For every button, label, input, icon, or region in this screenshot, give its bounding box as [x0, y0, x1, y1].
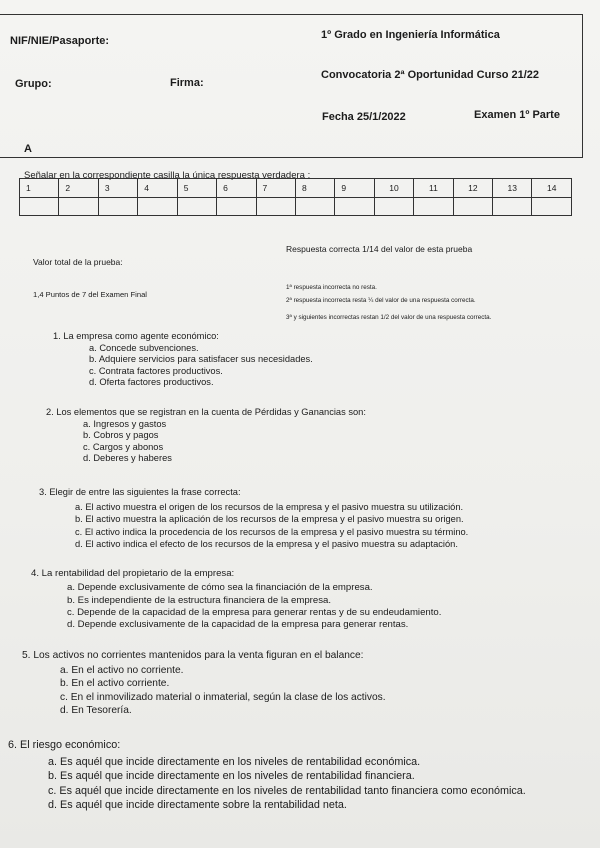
option-d[interactable]: d. Deberes y haberes: [83, 453, 172, 463]
question-stem: 4. La rentabilidad del propietario de la empresa:: [31, 568, 235, 579]
question-5: [22, 649, 386, 717]
nif-label: NIF/NIE/Pasaporte:: [10, 35, 110, 47]
option-a[interactable]: a. Es aquél que incide directamente en los niveles de rentabilidad económica.: [48, 755, 421, 768]
answer-number: 3: [98, 179, 137, 198]
answer-cell[interactable]: [335, 198, 374, 216]
option-c[interactable]: c. Contrata factores productivos.: [89, 365, 223, 376]
answer-grid: [19, 178, 572, 216]
answer-cell[interactable]: [98, 198, 137, 216]
question-stem: 1. La empresa como agente económico:: [53, 331, 219, 341]
answer-number: 9: [335, 179, 374, 198]
answer-number: 8: [295, 179, 334, 198]
answer-number: 13: [493, 179, 532, 198]
option-a[interactable]: a. En el activo no corriente.: [60, 665, 184, 677]
call-label: Convocatoria 2ª Oportunidad Curso 21/22: [321, 69, 540, 81]
penalty-rule-2: 2ª respuesta incorrecta resta ¼ del valor de una respuesta correcta.: [286, 297, 476, 304]
question-6: [8, 738, 526, 813]
option-c[interactable]: c. El activo indica la procedencia de los recursos de la empresa y el pasivo muestra su término.: [75, 526, 469, 537]
question-stem: 5. Los activos no corrientes mantenidos para la venta figuran en el balance:: [22, 650, 364, 661]
exam-model: A: [24, 143, 32, 155]
answer-number: 11: [414, 179, 453, 198]
option-a[interactable]: a. Ingresos y gastos: [83, 418, 167, 429]
answer-cell[interactable]: [532, 198, 572, 216]
group-label: Grupo:: [15, 78, 52, 90]
answer-cell[interactable]: [374, 198, 413, 216]
option-b[interactable]: b. Es independiente de la estructura financiera de la empresa.: [67, 594, 331, 606]
degree-title: 1º Grado en Ingeniería Informática: [321, 29, 500, 41]
answer-number: 2: [59, 179, 98, 198]
answer-number: 6: [217, 179, 256, 198]
answer-cell[interactable]: [295, 198, 334, 216]
answer-number: 7: [256, 179, 295, 198]
question-1: [53, 331, 313, 389]
option-d[interactable]: d. Oferta factores productivos.: [89, 377, 214, 387]
answer-cell[interactable]: [453, 198, 492, 216]
option-c[interactable]: c. Es aquél que incide directamente en los niveles de rentabilidad tanto financiera como económica.: [48, 784, 526, 797]
option-b[interactable]: b. En el activo corriente.: [60, 678, 170, 690]
penalty-rule-1: 1ª respuesta incorrecta no resta.: [286, 284, 377, 291]
answer-cell[interactable]: [414, 198, 453, 216]
answer-number: 12: [453, 179, 492, 198]
answer-cell[interactable]: [20, 198, 59, 216]
option-d[interactable]: d. Depende exclusivamente de la capacidad de la empresa para generar rentas.: [67, 619, 409, 631]
option-b[interactable]: b. Adquiere servicios para satisfacer sus necesidades.: [89, 354, 313, 364]
exam-part: Examen 1º Parte: [474, 109, 560, 121]
answer-cell[interactable]: [59, 198, 98, 216]
option-a[interactable]: a. Depende exclusivamente de cómo sea la financiación de la empresa.: [67, 582, 373, 594]
question-3: [39, 486, 468, 550]
answer-cell[interactable]: [177, 198, 216, 216]
answer-instruction: Señalar en la correspondiente casilla la única respuesta verdadera :: [24, 170, 311, 181]
option-b[interactable]: b. El activo muestra la aplicación de los recursos de la empresa y el pasivo muestra su origen.: [75, 514, 464, 525]
answer-number: 4: [138, 179, 177, 198]
correct-answer-rule: Respuesta correcta 1/14 del valor de esta prueba: [286, 244, 473, 254]
total-value-label: Valor total de la prueba:: [33, 257, 123, 267]
answer-number: 5: [177, 179, 216, 198]
question-stem: 2. Los elementos que se registran en la cuenta de Pérdidas y Ganancias son:: [46, 407, 366, 417]
answer-input-row: [20, 198, 572, 216]
exam-date: Fecha 25/1/2022: [322, 111, 406, 123]
answer-number: 10: [374, 179, 413, 198]
answer-number-row: [20, 179, 572, 198]
option-c[interactable]: c. En el inmovilizado material o inmaterial, según la clase de los activos.: [60, 691, 386, 703]
option-d[interactable]: d. En Tesorería.: [60, 704, 132, 716]
option-a[interactable]: a. El activo muestra el origen de los recursos de la empresa y el pasivo muestra su utilización.: [75, 502, 464, 513]
question-stem: 3. Elegir de entre las siguientes la frase correcta:: [39, 487, 241, 497]
option-c[interactable]: c. Cargos y abonos: [83, 441, 164, 452]
answer-cell[interactable]: [138, 198, 177, 216]
question-stem: 6. El riesgo económico:: [8, 739, 121, 751]
answer-cell[interactable]: [493, 198, 532, 216]
option-d[interactable]: d. Es aquél que incide directamente sobre la rentabilidad neta.: [48, 799, 347, 812]
option-d[interactable]: d. El activo indica el efecto de los recursos de la empresa y el pasivo muestra su adaptación.: [75, 538, 458, 549]
header-box: [0, 14, 583, 158]
option-b[interactable]: b. Cobros y pagos: [83, 430, 159, 440]
answer-number: 14: [532, 179, 572, 198]
answer-number: 1: [20, 179, 59, 198]
penalty-rule-3: 3ª y siguientes incorrectas restan 1/2 del valor de una respuesta correcta.: [286, 314, 492, 321]
points-label: 1,4 Puntos de 7 del Examen Final: [33, 290, 147, 299]
option-c[interactable]: c. Depende de la capacidad de la empresa para generar rentas y de su endeudamiento.: [67, 606, 442, 618]
question-4: [31, 568, 441, 631]
signature-label: Firma:: [170, 77, 204, 89]
answer-cell[interactable]: [217, 198, 256, 216]
question-2: [46, 407, 366, 465]
option-b[interactable]: b. Es aquél que incide directamente en los niveles de rentabilidad financiera.: [48, 770, 415, 783]
option-a[interactable]: a. Concede subvenciones.: [89, 342, 199, 353]
answer-cell[interactable]: [256, 198, 295, 216]
